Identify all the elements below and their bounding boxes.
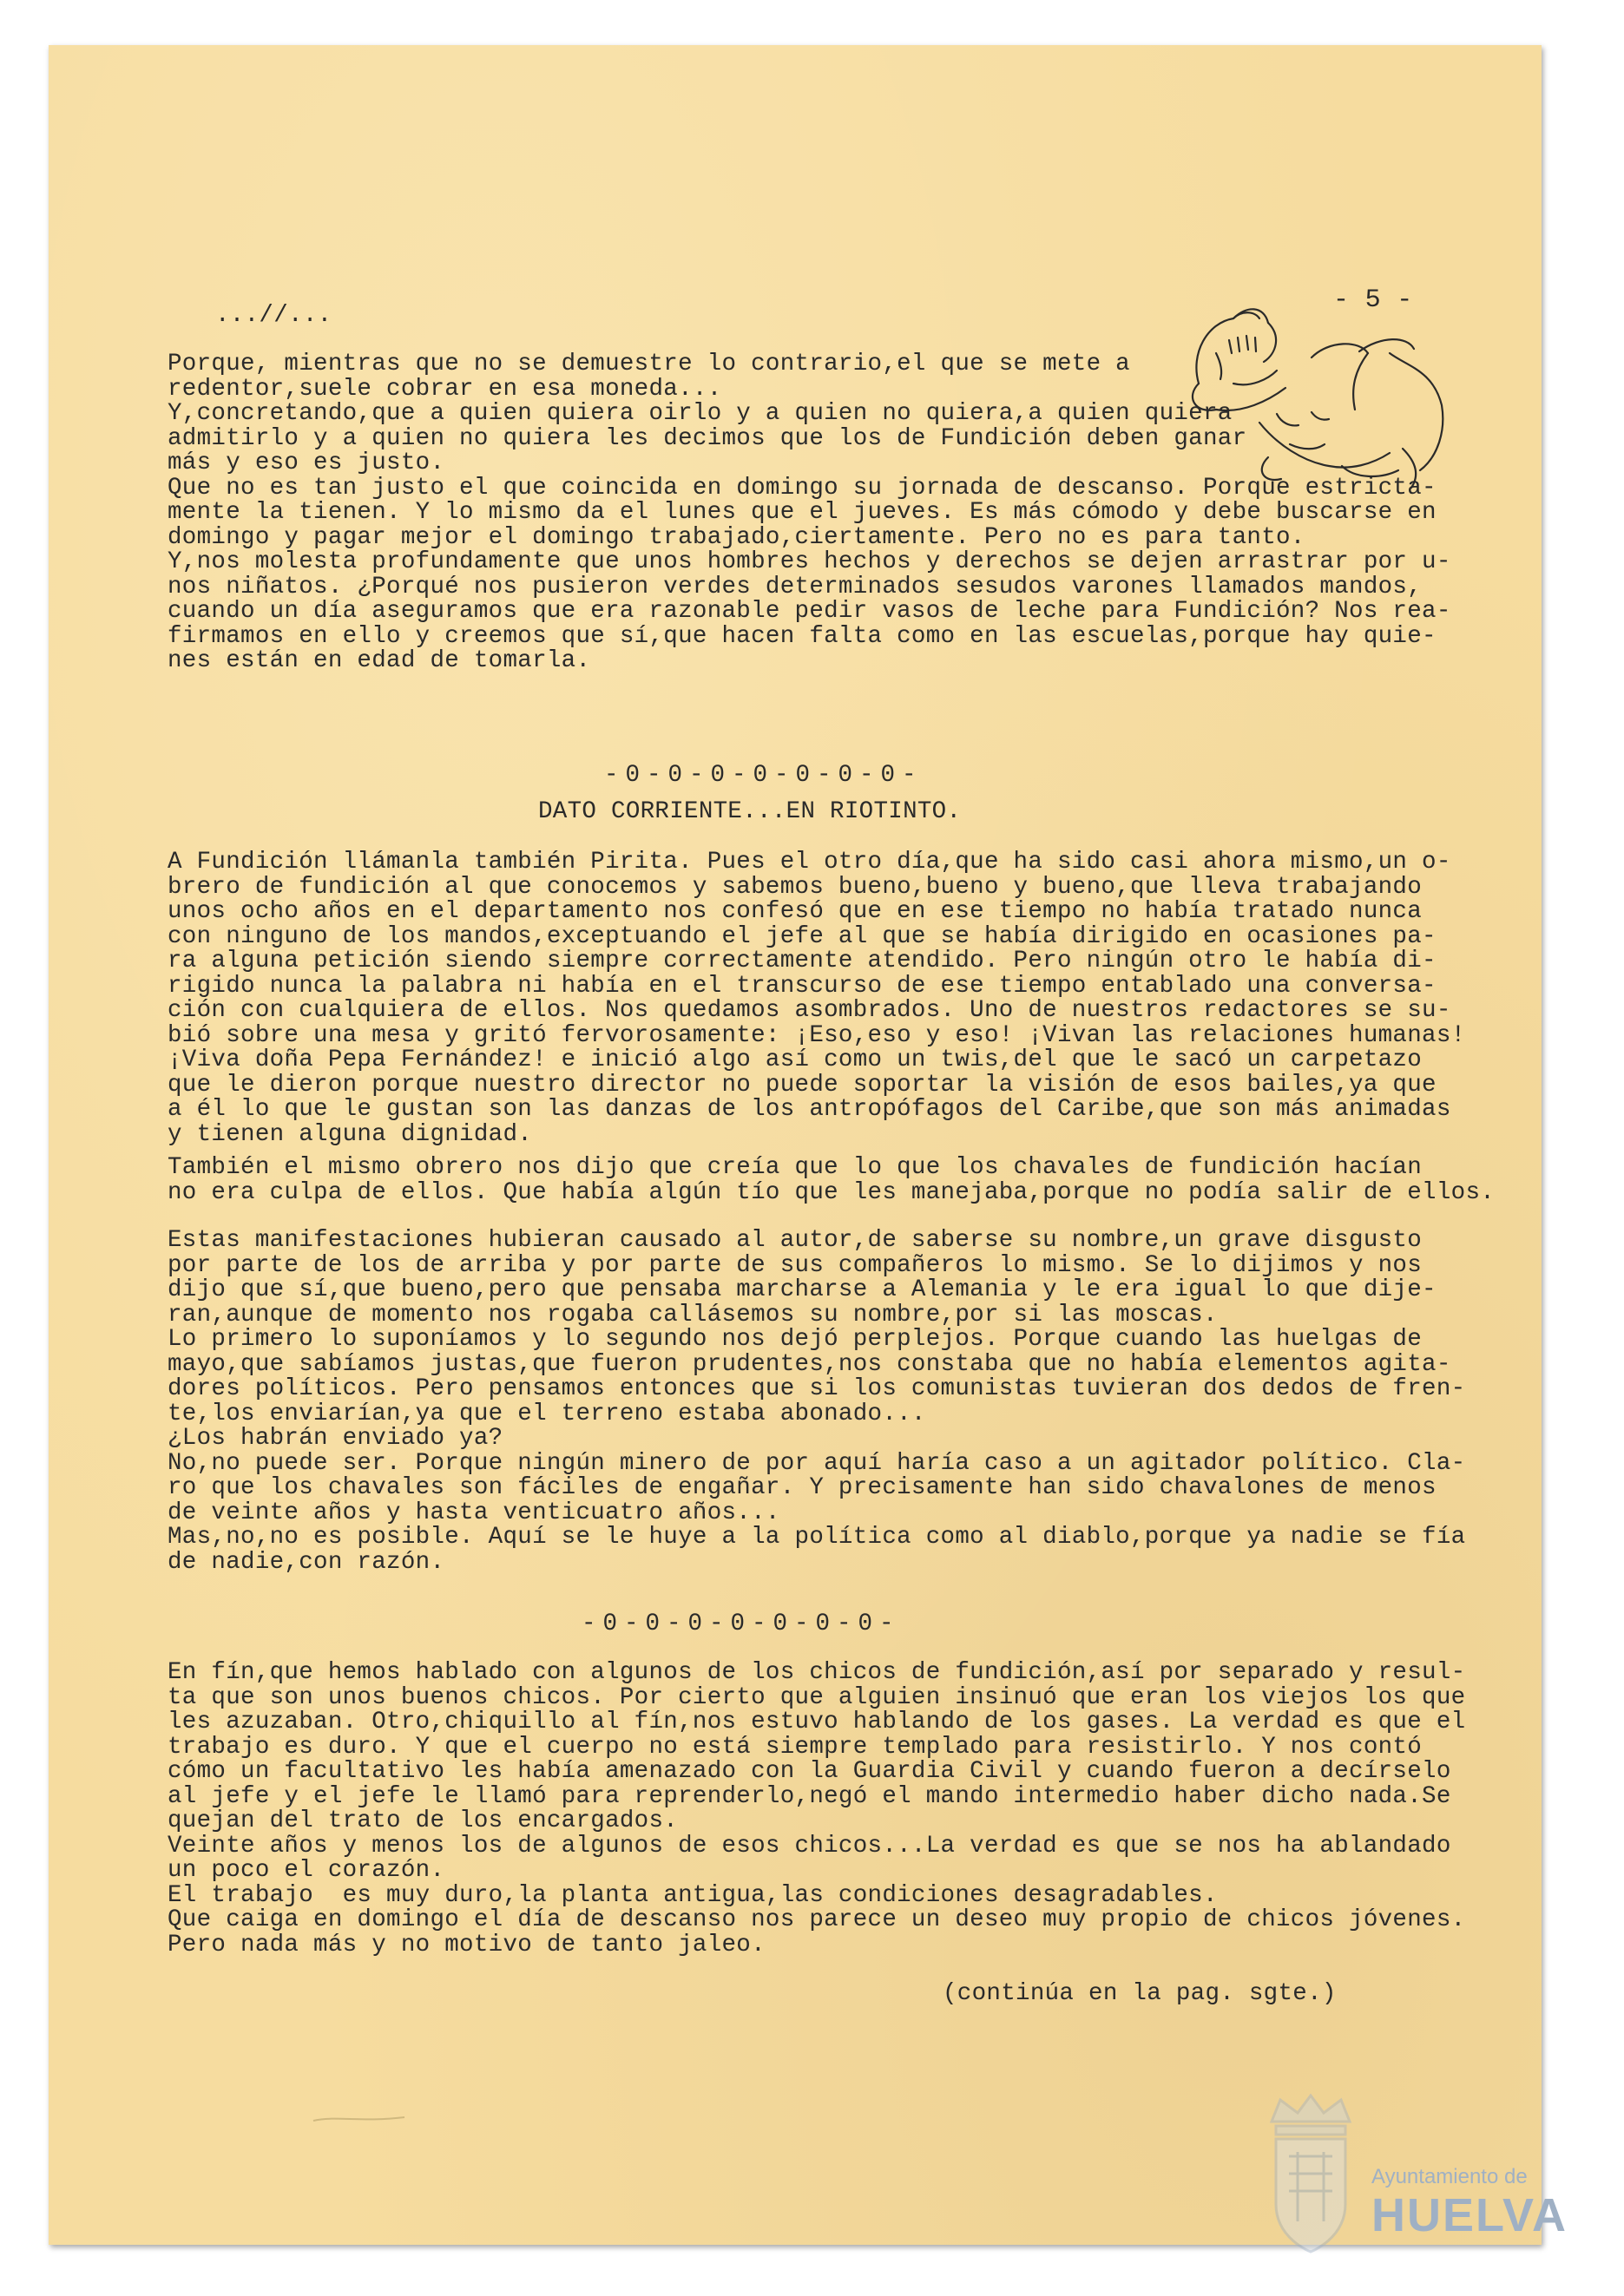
watermark-line1: Ayuntamiento de bbox=[1371, 2165, 1528, 2188]
header-ellipsis: ...//... bbox=[215, 302, 332, 329]
ink-mark bbox=[309, 2110, 413, 2126]
intro-paragraph: Porque, mientras que no se demuestre lo contrario,el que se mete a redentor,suele cobrar en esa moneda... Y,concretando,que a quien quiera oirlo y a quien no quiera,a quien quiera admitirlo y a quien no quiera les decimos que los de Fundición deben ganar más y eso es justo. Que no es tan justo el que coincida en domingo su jornada de descanso. Porque estricta- mente la tienen. Y lo mismo da el lunes que el jueves. Es más cómodo y debe buscarse en domingo y pagar mejor el domingo trabajado,ciertamente. Pero no es para tanto. Y,nos molesta profundamente que unos hombres hechos y derechos se dejen arrastrar por u- nos niñatos. ¿Porqué nos pusieron verdes determinados sesudos varones llamados mandos, cuando un día aseguramos que era razonable pedir vasos de leche para Fundición? Nos rea- firmamos en ello y creemos que sí,que hacen falta como en las escuelas,porque hay quie- nes están en edad de tomarla. bbox=[168, 351, 1451, 674]
page-number: - 5 - bbox=[1333, 285, 1413, 315]
body-paragraph: También el mismo obrero nos dijo que creía que lo que los chavales de fundición hacían no era culpa de ellos. Que había algún tío que les manejaba,porque no podía salir de ellos. bbox=[168, 1154, 1496, 1206]
section-separator: -0-0-0-0-0-0-0- bbox=[604, 762, 924, 789]
typed-page bbox=[49, 45, 1542, 2245]
section-separator: -0-0-0-0-0-0-0- bbox=[582, 1610, 901, 1637]
section-heading: DATO CORRIENTE...EN RIOTINTO. bbox=[538, 798, 962, 825]
body-paragraph: A Fundición llámanla también Pirita. Pues el otro día,que ha sido casi ahora mismo,un o- brero de fundición al que conocemos y sabemos bueno,bueno y bueno,que lleva trabajando unos ocho años en el departamento nos confesó que en ese tiempo no había tratado nunca con ninguno de los mandos,exceptuando el jefe al que se había dirigido en ocasiones pa- ra alguna petición siendo siempre correctamente atendido. Pero ningún otro le había di- rigido nunca la palabra ni había en el transcurso de ese tiempo entablado una conversa- ción con cualquiera de ellos. Nos quedamos asombrados. Uno de nuestros redactores se su- bió sobre una mesa y gritó fervorosamente: ¡Eso,eso y eso! ¡Vivan las relaciones humanas! ¡Viva doña Pepa Fernández! e inició algo así como un twis,del que le sacó un carpetazo que le dieron porque nuestro director no puede soportar la visión de esos bailes,ya que a él lo que le gustan son las danzas de los antropófagos del Caribe,que son más animadas y tienen alguna dignidad. bbox=[168, 849, 1466, 1148]
continuation-note: (continúa en la pag. sgte.) bbox=[943, 1980, 1337, 2007]
body-paragraph: Estas manifestaciones hubieran causado al autor,de saberse su nombre,un grave disgusto por parte de los de arriba y por parte de sus compañeros lo mismo. Se lo dijimos y nos dijo que sí,que bueno,pero que pensaba marcharse a Alemania y le era igual lo que dije- ran,aunque de momento nos rogaba callásemos su nombre,por si las moscas. Lo primero lo suponíamos y lo segundo nos dejó perplejos. Porque cuando las huelgas de mayo,que sabíamos justas,que fueron prudentes,nos constaba que no había elementos agita- dores políticos. Pero pensamos entonces que si los comunistas tuvieran dos dedos de fren- te,los enviarían,ya que el terreno estaba abonado... ¿Los habrán enviado ya? No,no puede ser. Porque ningún minero de por aquí haría caso a un agitador político. Cla- ro que los chavales son fáciles de engañar. Y precisamente han sido chavalones de menos de veinte años y hasta venticuatro años... Mas,no,no es posible. Aquí se le huye a la política como al diablo,porque ya nadie se fía de nadie,con razón. bbox=[168, 1227, 1466, 1576]
closing-paragraph: En fín,que hemos hablado con algunos de los chicos de fundición,así por separado y resul- ta que son unos buenos chicos. Por cierto que alguien insinuó que eran los viejos los que les azuzaban. Otro,chiquillo al fín,nos estuvo hablando de los gases. La verdad es que el trabajo es duro. Y que el cuerpo no está siempre templado para resistirlo. Y nos contó cómo un facultativo les había amenazado con la Guardia Civil y cuando fueron a decírselo al jefe y el jefe le llamó para reprenderlo,negó el mando intermedio haber dicho nada.Se quejan del trato de los encargados. Veinte años y menos los de algunos de esos chicos...La verdad es que se nos ha ablandado un poco el corazón. El trabajo es muy duro,la planta antigua,las condiciones desagradables. Que caiga en domingo el día de descanso nos parece un deseo muy propio de chicos jóvenes. Pero nada más y no motivo de tanto jaleo. bbox=[168, 1659, 1466, 1958]
watermark-line2: HUELVA bbox=[1371, 2189, 1568, 2241]
